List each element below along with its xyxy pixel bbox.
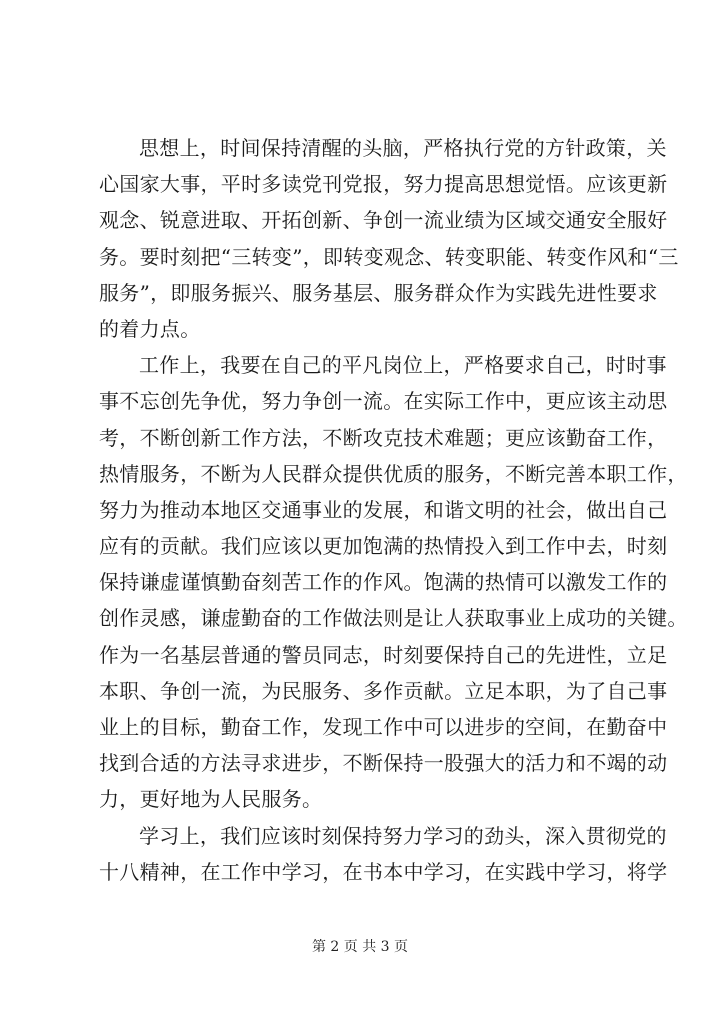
paragraph-1-line-2: 心国家大事，平时多读党刊党报，努力提高思想觉悟。应该更新	[99, 172, 668, 197]
paragraph-2-line-10: 本职、争创一流，为民服务、多作贡献。立足本职，为了自己事	[99, 678, 668, 703]
paragraph-1-line-1: 思想上，时间保持清醒的头脑，严格执行党的方针政策，关	[139, 136, 667, 160]
paragraph-2-line-8: 创作灵感，谦虚勤奋的工作做法则是让人获取事业上成功的关键。	[99, 606, 688, 631]
paragraph-2-line-7: 保持谦虚谨慎勤奋刻苦工作的作风。饱满的热情可以激发工作的	[99, 570, 668, 595]
paragraph-2-line-13: 力，更好地为人民服务。	[99, 787, 323, 812]
paragraph-2-line-1: 工作上，我要在自己的平凡岗位上，严格要求自己，时时事	[139, 353, 667, 378]
page-number-footer: 第 2 页 共 3 页	[311, 939, 409, 955]
paragraph-3-line-2: 十八精神，在工作中学习，在书本中学习，在实践中学习，将学	[99, 859, 668, 884]
paragraph-1-line-5: 服务”，即服务振兴、服务基层、服务群众作为实践先进性要求	[99, 280, 658, 305]
paragraph-2-line-3: 考，不断创新工作方法，不断攻克技术难题；更应该勤奋工作，	[99, 425, 668, 450]
paragraph-1-line-6: 的着力点。	[99, 316, 201, 341]
paragraph-3-line-1: 学习上，我们应该时刻保持努力学习的劲头，深入贯彻党的	[139, 823, 667, 848]
paragraph-2-line-4: 热情服务，不断为人民群众提供优质的服务，不断完善本职工作，	[99, 461, 688, 486]
paragraph-2-line-12: 找到合适的方法寻求进步，不断保持一股强大的活力和不竭的动	[99, 751, 668, 776]
paragraph-2-line-6: 应有的贡献。我们应该以更加饱满的热情投入到工作中去，时刻	[99, 534, 668, 559]
paragraph-1-line-4: 务。要时刻把“三转变”，即转变观念、转变职能、转变作风和“三	[99, 244, 679, 269]
paragraph-2-line-5: 努力为推动本地区交通事业的发展，和谐文明的社会，做出自己	[99, 497, 668, 522]
paragraph-2-line-11: 业上的目标，勤奋工作，发现工作中可以进步的空间，在勤奋中	[99, 715, 668, 739]
paragraph-2-line-2: 事不忘创先争优，努力争创一流。在实际工作中，更应该主动思	[99, 389, 668, 414]
document-body	[99, 130, 688, 890]
paragraph-2-line-9: 作为一名基层普通的警员同志，时刻要保持自己的先进性，立足	[99, 642, 668, 667]
paragraph-1-line-3: 观念、锐意进取、开拓创新、争创一流业绩为区域交通安全服好	[99, 208, 668, 233]
